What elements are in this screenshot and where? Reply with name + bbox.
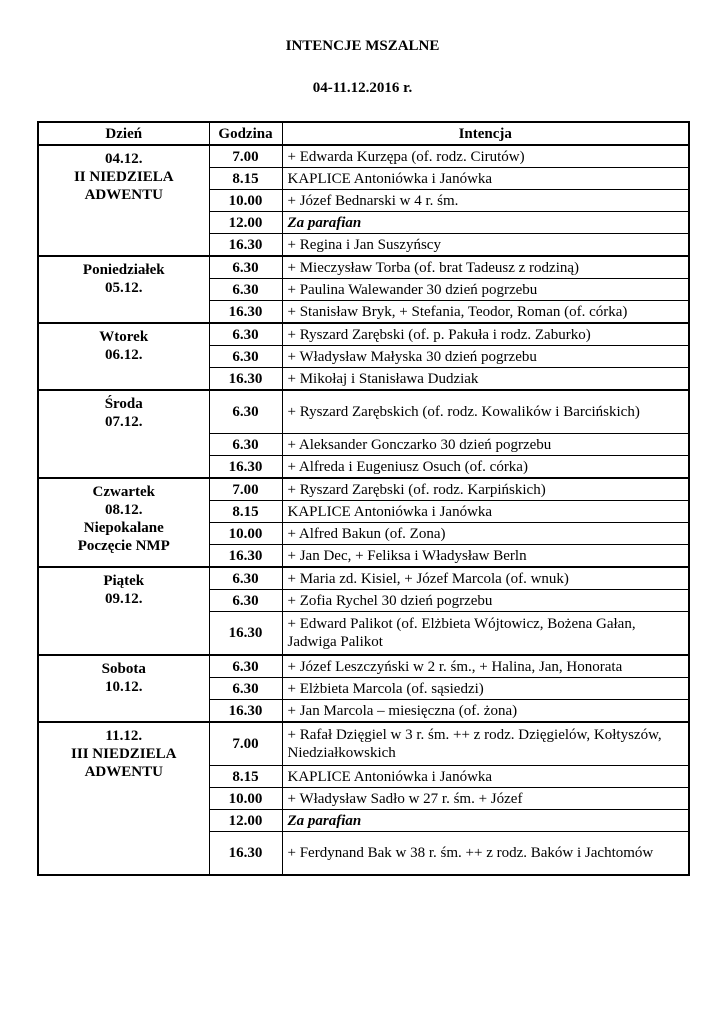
mass-intention: + Rafał Dzięgiel w 3 r. śm. ++ z rodz. Dzięgielów, Kołtyszów, Niedziałkowskich [282, 722, 689, 766]
table-row [38, 256, 689, 279]
day-label-line: 09.12. [105, 591, 143, 607]
day-label-line: Wtorek [99, 329, 149, 345]
mass-intention: + Józef Bednarski w 4 r. śm. [282, 190, 689, 212]
mass-intention: + Jan Dec, + Feliksa i Władysław Berln [282, 545, 689, 568]
mass-time: 6.30 [209, 678, 282, 700]
mass-time: 10.00 [209, 523, 282, 545]
mass-time: 10.00 [209, 190, 282, 212]
day-label-line: 07.12. [105, 414, 143, 430]
day-label-line: Poczęcie NMP [77, 538, 170, 554]
mass-intention: + Ryszard Zarębski (of. rodz. Karpińskich) [282, 478, 689, 501]
day-label-line: Czwartek [92, 484, 155, 500]
mass-intention: KAPLICE Antoniówka i Janówka [282, 766, 689, 788]
mass-time: 16.30 [209, 832, 282, 876]
mass-intention: + Paulina Walewander 30 dzień pogrzebu [282, 279, 689, 301]
mass-time: 6.30 [209, 390, 282, 434]
day-label-line: Niepokalane [83, 520, 164, 536]
day-label-line: Piątek [103, 573, 145, 589]
mass-time: 7.00 [209, 145, 282, 168]
mass-intention: + Edward Palikot (of. Elżbieta Wójtowicz, Bożena Gałan, Jadwiga Palikot [282, 612, 689, 656]
day-label-line: 10.12. [105, 679, 143, 695]
mass-time: 16.30 [209, 456, 282, 479]
day-label-line: 08.12. [105, 502, 143, 518]
mass-time: 6.30 [209, 434, 282, 456]
mass-intention: + Alfred Bakun (of. Zona) [282, 523, 689, 545]
day-label-line: ADWENTU [84, 764, 163, 780]
mass-intention: + Elżbieta Marcola (of. sąsiedzi) [282, 678, 689, 700]
day-label-line: ADWENTU [84, 187, 163, 203]
mass-intention: + Józef Leszczyński w 2 r. śm., + Halina, Jan, Honorata [282, 655, 689, 678]
table-row [38, 655, 689, 678]
mass-intention: + Władysław Sadło w 27 r. śm. + Józef [282, 788, 689, 810]
mass-intention: Za parafian [282, 810, 689, 832]
mass-time: 12.00 [209, 212, 282, 234]
day-cell [38, 478, 209, 567]
mass-intention: + Mikołaj i Stanisława Dudziak [282, 368, 689, 391]
mass-time: 6.30 [209, 323, 282, 346]
mass-time: 16.30 [209, 301, 282, 324]
mass-time: 7.00 [209, 722, 282, 766]
mass-intention: + Edwarda Kurzępa (of. rodz. Cirutów) [282, 145, 689, 168]
mass-intention: + Alfreda i Eugeniusz Osuch (of. córka) [282, 456, 689, 479]
mass-time: 6.30 [209, 256, 282, 279]
mass-intention: + Ryszard Zarębskich (of. rodz. Kowalików i Barcińskich) [282, 390, 689, 434]
day-cell [38, 390, 209, 478]
mass-intention: + Aleksander Gonczarko 30 dzień pogrzebu [282, 434, 689, 456]
day-cell [38, 323, 209, 390]
mass-time: 7.00 [209, 478, 282, 501]
table-row [38, 478, 689, 501]
day-cell [38, 655, 209, 722]
mass-time: 16.30 [209, 612, 282, 656]
mass-intention: Za parafian [282, 212, 689, 234]
column-header-time: Godzina [209, 122, 282, 145]
day-label-line: Poniedziałek [82, 262, 165, 278]
mass-time: 6.30 [209, 655, 282, 678]
table-row [38, 722, 689, 766]
day-label-line: 06.12. [105, 347, 143, 363]
day-cell [38, 722, 209, 875]
day-label-line: Sobota [101, 661, 146, 677]
mass-intention: + Ryszard Zarębski (of. p. Pakuła i rodz. Zaburko) [282, 323, 689, 346]
date-range: 04-11.12.2016 r. [312, 80, 413, 96]
day-cell [38, 145, 209, 256]
day-label-line: Środa [104, 396, 143, 412]
mass-intention: + Władysław Małyska 30 dzień pogrzebu [282, 346, 689, 368]
day-label-line: III NIEDZIELA [71, 746, 177, 762]
table-row [38, 323, 689, 346]
mass-time: 6.30 [209, 279, 282, 301]
day-label-line: 11.12. [105, 728, 143, 744]
day-cell [38, 567, 209, 655]
mass-intention: KAPLICE Antoniówka i Janówka [282, 168, 689, 190]
mass-intentions-table [37, 121, 690, 876]
mass-intention: + Regina i Jan Suszyńscy [282, 234, 689, 257]
mass-intention: + Stanisław Bryk, + Stefania, Teodor, Roman (of. córka) [282, 301, 689, 324]
mass-time: 8.15 [209, 766, 282, 788]
day-label-line: 04.12. [105, 151, 143, 167]
mass-intention: KAPLICE Antoniówka i Janówka [282, 501, 689, 523]
page-title: INTENCJE MSZALNE [285, 38, 440, 54]
mass-time: 12.00 [209, 810, 282, 832]
table-row [38, 390, 689, 434]
day-cell [38, 256, 209, 323]
mass-intention: + Jan Marcola – miesięczna (of. żona) [282, 700, 689, 723]
mass-time: 8.15 [209, 168, 282, 190]
mass-time: 16.30 [209, 368, 282, 391]
column-header-intention: Intencja [282, 122, 689, 145]
column-header-day: Dzień [38, 122, 209, 145]
day-label-line: 05.12. [105, 280, 143, 296]
mass-time: 6.30 [209, 590, 282, 612]
table-header-row [38, 122, 689, 145]
day-label-line: II NIEDZIELA [73, 169, 174, 185]
mass-time: 6.30 [209, 567, 282, 590]
table-row [38, 567, 689, 590]
mass-intention: + Ferdynand Bak w 38 r. śm. ++ z rodz. Baków i Jachtomów [282, 832, 689, 876]
mass-intention: + Maria zd. Kisiel, + Józef Marcola (of. wnuk) [282, 567, 689, 590]
table-row [38, 145, 689, 168]
mass-intention: + Mieczysław Torba (of. brat Tadeusz z rodziną) [282, 256, 689, 279]
mass-time: 10.00 [209, 788, 282, 810]
mass-time: 16.30 [209, 234, 282, 257]
mass-time: 8.15 [209, 501, 282, 523]
mass-time: 16.30 [209, 545, 282, 568]
mass-intention: + Zofia Rychel 30 dzień pogrzebu [282, 590, 689, 612]
mass-time: 6.30 [209, 346, 282, 368]
mass-time: 16.30 [209, 700, 282, 723]
